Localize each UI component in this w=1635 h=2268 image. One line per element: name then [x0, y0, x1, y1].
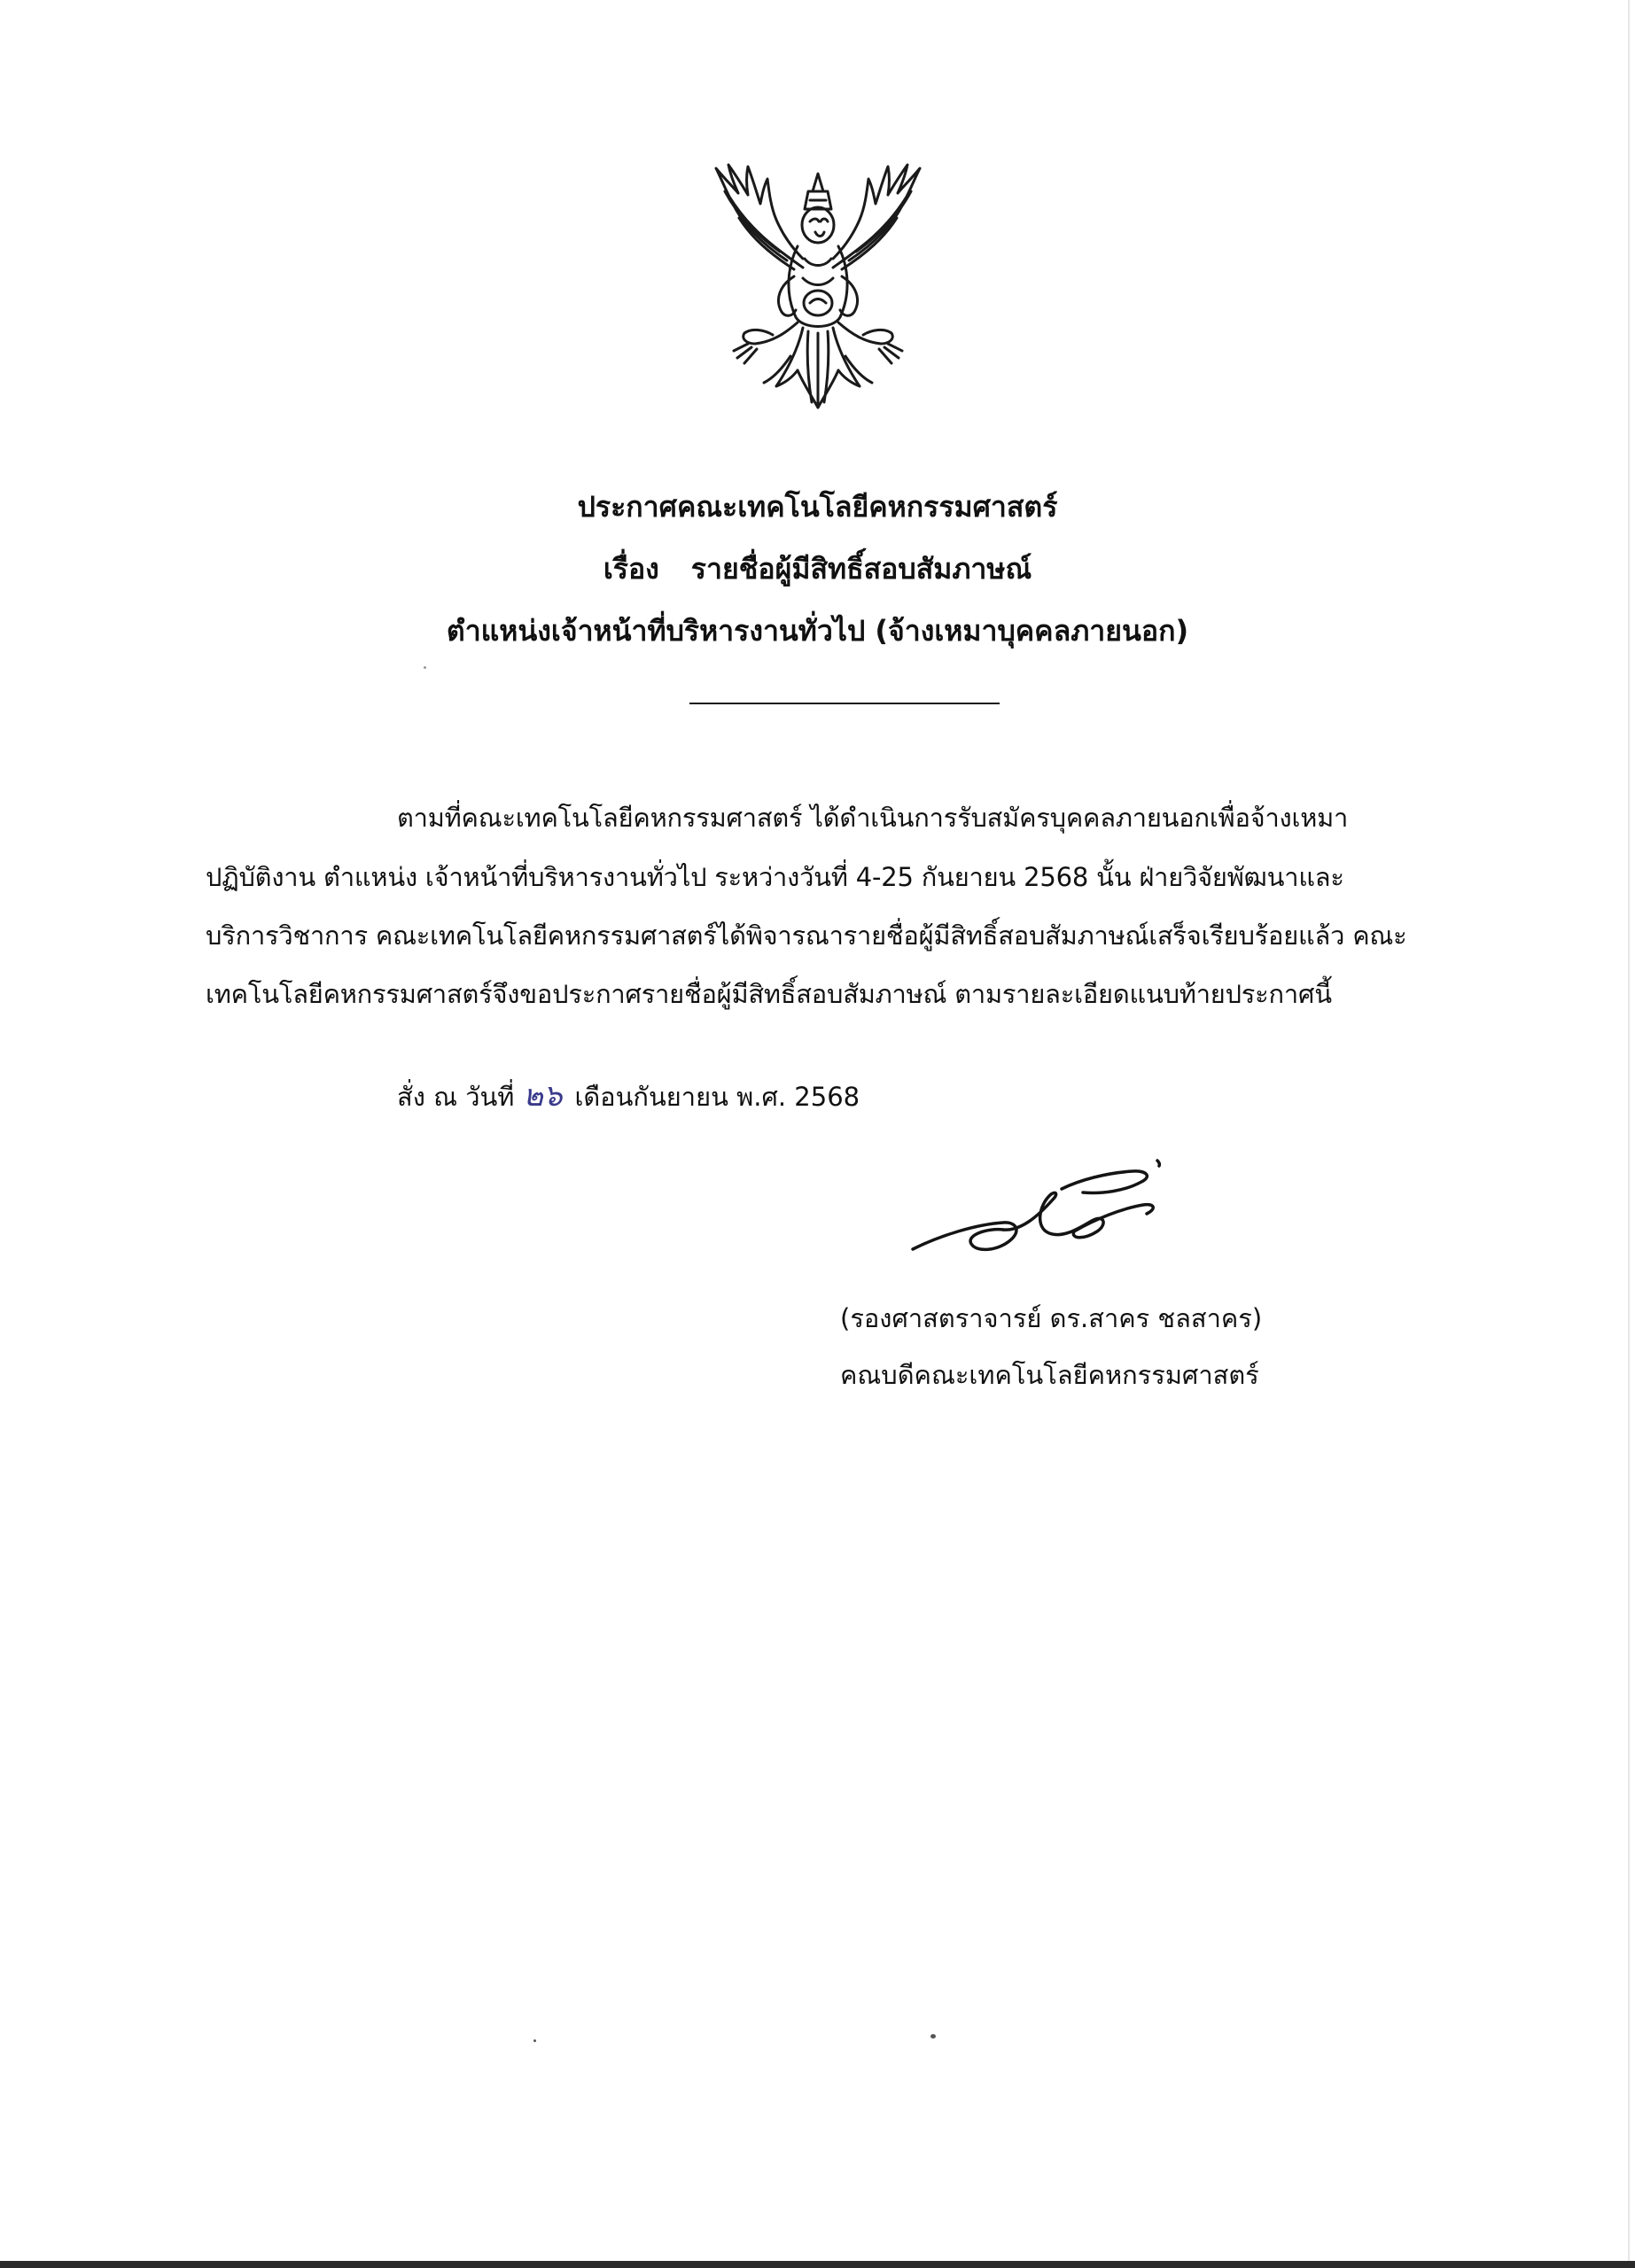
garuda-emblem-icon — [698, 161, 938, 411]
subject-label: เรื่อง — [603, 552, 659, 586]
body-line-4: เทคโนโลยีคหกรรมศาสตร์จึงขอประกาศรายชื่อผู้มีสิทธิ์สอบสัมภาษณ์ ตามรายละเอียดแนบท้ายประกาศนี้ — [206, 979, 1332, 1009]
signer-title: คณบดีคณะเทคโนโลยีคหกรรมศาสตร์ — [840, 1360, 1259, 1390]
scan-speck — [930, 2034, 936, 2039]
order-date-prefix: สั่ง ณ วันที่ — [397, 1082, 515, 1112]
scan-speck — [424, 666, 426, 669]
page-edge-right — [1628, 0, 1630, 2268]
body-line-2: ปฏิบัติงาน ตำแหน่ง เจ้าหน้าที่บริหารงานทั่วไป ระหว่างวันที่ 4-25 กันยายน 2568 นั้น ฝ่ายวิจัยพัฒนาและ — [206, 862, 1344, 892]
order-date — [397, 1078, 860, 1115]
announcement-title: ประกาศคณะเทคโนโลยีคหกรรมศาสตร์ — [577, 490, 1058, 524]
handwritten-signature — [906, 1153, 1180, 1269]
body-line-3: บริการวิชาการ คณะเทคโนโลยีคหกรรมศาสตร์ได้พิจารณารายชื่อผู้มีสิทธิ์สอบสัมภาษณ์เสร็จเรียบร้อยแล้ว คณะ — [206, 920, 1407, 951]
order-date-suffix: เดือนกันยายน พ.ศ. 2568 — [574, 1082, 860, 1112]
body-line-1: ตามที่คณะเทคโนโลยีคหกรรมศาสตร์ ได้ดำเนินการรับสมัครบุคคลภายนอกเพื่อจ้างเหมา — [397, 803, 1349, 833]
page-edge-bottom — [0, 2261, 1635, 2268]
announcement-position: ตำแหน่งเจ้าหน้าที่บริหารงานทั่วไป (จ้างเหมาบุคคลภายนอก) — [446, 614, 1189, 648]
title-divider — [689, 703, 1000, 704]
scan-speck — [533, 2039, 536, 2042]
signer-name: (รองศาสตราจารย์ ดร.สาคร ชลสาคร) — [840, 1303, 1263, 1333]
subject-text: รายชื่อผู้มีสิทธิ์สอบสัมภาษณ์ — [690, 552, 1032, 586]
announcement-subject — [0, 551, 1635, 586]
handwritten-day: ๒๖ — [523, 1078, 563, 1114]
